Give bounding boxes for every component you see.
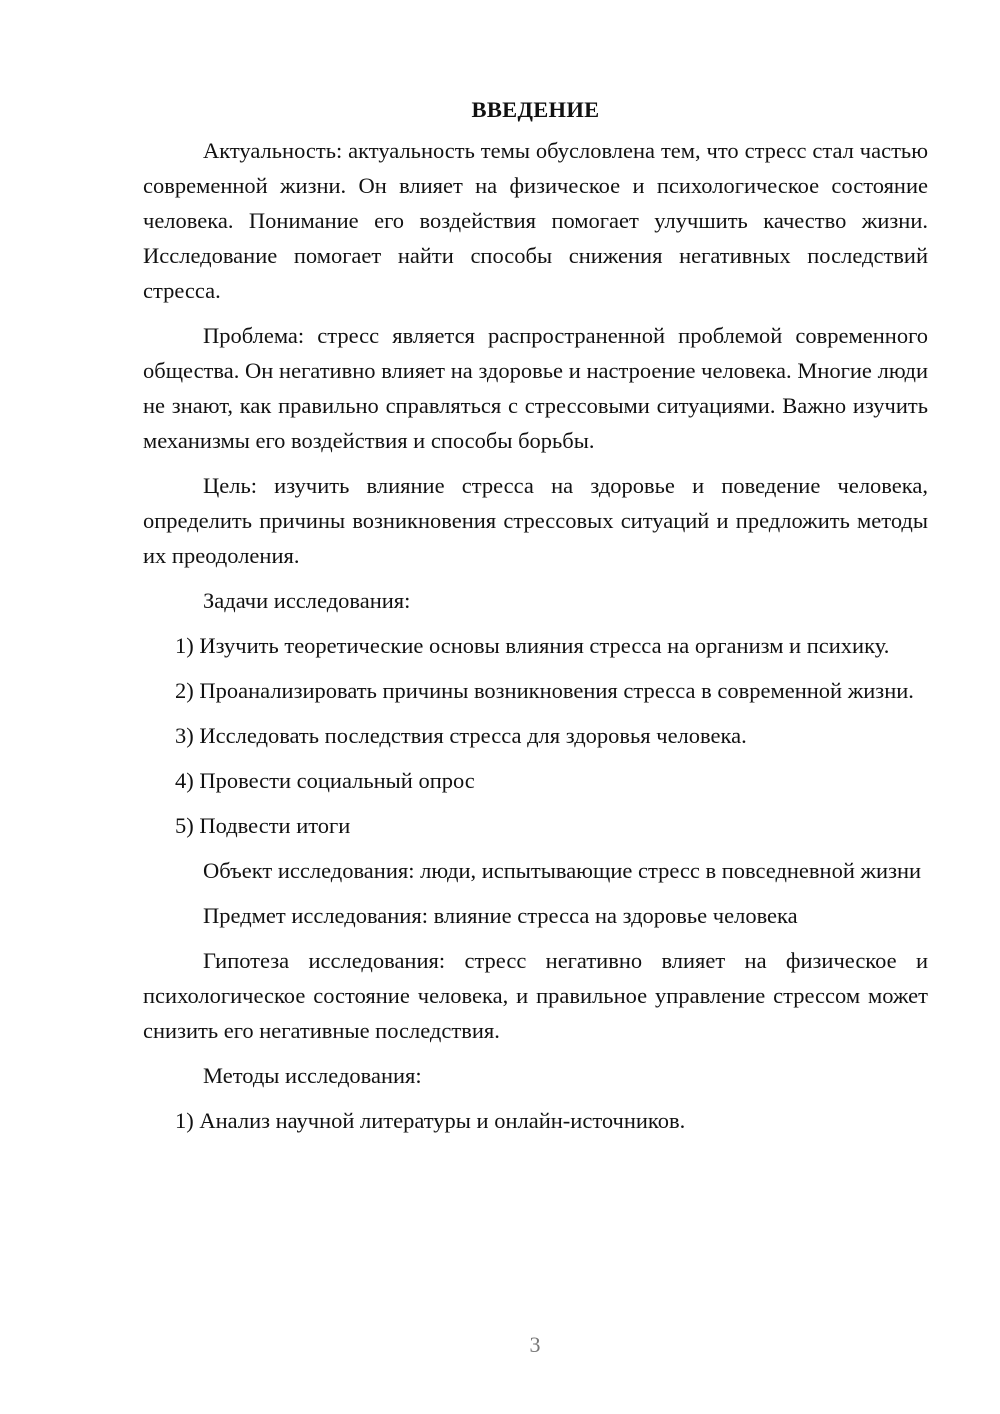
subject-paragraph: Предмет исследования: влияние стресса на здоровье человека xyxy=(203,903,798,928)
page-number: 3 xyxy=(529,1332,541,1357)
task-item: 2) Проанализировать причины возникновения стресса в современной жизни. xyxy=(175,678,914,703)
document-page xyxy=(143,92,928,1148)
methods-list xyxy=(143,1103,928,1138)
relevance-paragraph: Актуальность: актуальность темы обусловлена тем, что стресс стал частью современной жизни. Он влияет на физическое и психологическое состояние человека. Понимание его воздействия помогает улучшить качество жизни. Исследование помогает найти способы снижения негативных последствий стресса. xyxy=(143,138,928,303)
tasks-heading: Задачи исследования: xyxy=(203,588,411,613)
goal-paragraph: Цель: изучить влияние стресса на здоровье и поведение человека, определить причины возникновения стрессовых ситуаций и предложить методы их преодоления. xyxy=(143,473,928,568)
tasks-list xyxy=(143,628,928,843)
task-item: 5) Подвести итоги xyxy=(175,813,351,838)
task-item: 3) Исследовать последствия стресса для здоровья человека. xyxy=(175,723,747,748)
methods-heading: Методы исследования: xyxy=(203,1063,422,1088)
task-item: 1) Изучить теоретические основы влияния стресса на организм и психику. xyxy=(175,633,890,658)
task-item: 4) Провести социальный опрос xyxy=(175,768,475,793)
problem-paragraph: Проблема: стресс является распространенной проблемой современного общества. Он негативно влияет на здоровье и настроение человека. Многие люди не знают, как правильно справляться с стрессовыми ситуациями. Важно изучить механизмы его воздействия и способы борьбы. xyxy=(143,323,928,453)
object-paragraph: Объект исследования: люди, испытывающие стресс в повседневной жизни xyxy=(203,858,922,883)
section-title: ВВЕДЕНИЕ xyxy=(471,97,600,122)
method-item: 1) Анализ научной литературы и онлайн-источников. xyxy=(175,1108,686,1133)
hypothesis-paragraph: Гипотеза исследования: стресс негативно влияет на физическое и психологическое состояние человека, и правильное управление стрессом может снизить его негативные последствия. xyxy=(143,948,928,1043)
